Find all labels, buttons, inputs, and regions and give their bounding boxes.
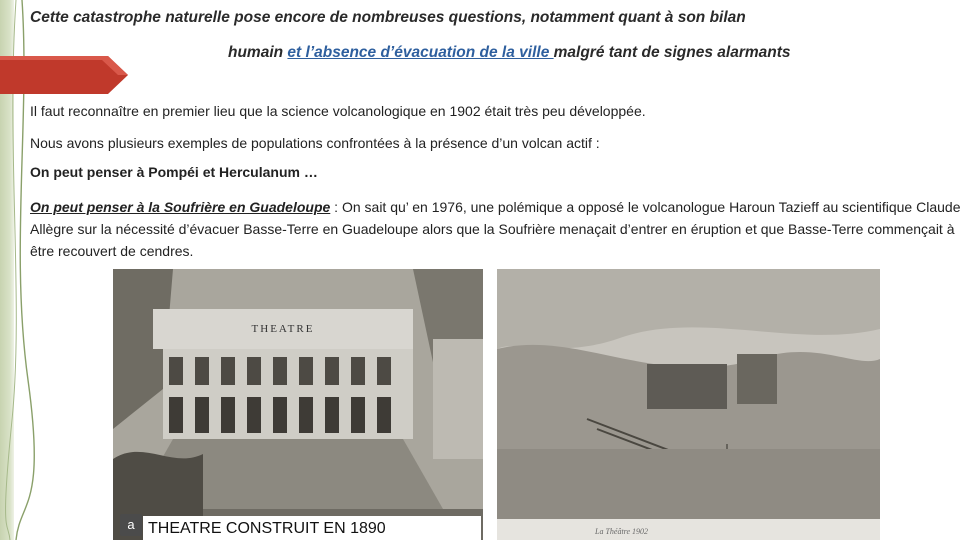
ruins-photo: [497, 269, 880, 540]
paragraph-1: Il faut reconnaître en premier lieu que la science volcanologique en 1902 était très peu développée.: [30, 103, 646, 119]
facade-sign: THEATRE: [251, 323, 315, 335]
theatre-caption: THEATRE CONSTRUIT EN 1890: [143, 516, 481, 540]
red-arrow-shape: [0, 56, 128, 94]
paragraph-4: [30, 196, 960, 262]
image-badge: a: [120, 514, 142, 536]
heading-line-2-suffix: malgré tant de signes alarmants: [553, 44, 791, 61]
theatre-photo: [113, 269, 483, 540]
paragraph-4-text: : On sait qu’ en 1976, une polémique a opposé le volcanologue Haroun Tazieff au scientifique Claude Allègre sur la nécessité d’évacuer Basse-Terre en Guadeloupe alors que la Soufrière menaçait d’entrer en éruption et que Basse-Terre commençait à être recouvert de cendres.: [30, 199, 960, 259]
heading-line-2-prefix: humain: [228, 44, 288, 61]
paragraph-2: Nous avons plusieurs exemples de populations confrontées à la présence d’un volcan actif :: [30, 135, 600, 151]
heading-link[interactable]: et l’absence d’évacuation de la ville: [287, 44, 554, 61]
ruins-caption: La Théâtre 1902: [595, 527, 649, 536]
heading-line-1: Cette catastrophe naturelle pose encore de nombreuses questions, notamment quant à son bilan: [30, 9, 746, 26]
paragraph-4-lead: On peut penser à la Soufrière en Guadeloupe: [30, 199, 331, 215]
paragraph-3: On peut penser à Pompéi et Herculanum …: [30, 164, 318, 180]
heading-line-2: [228, 44, 928, 62]
